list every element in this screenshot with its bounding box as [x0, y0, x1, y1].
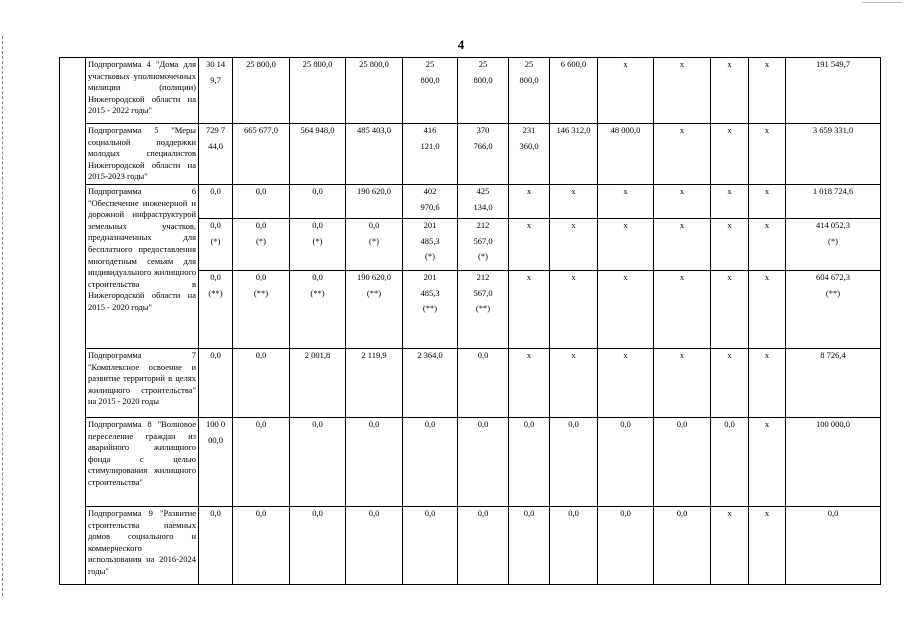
value-line: 0,0 [523, 507, 535, 518]
value-cell [290, 417, 346, 506]
value-cell [233, 124, 290, 185]
value-cell [346, 184, 403, 218]
value-line: 564 948,0 [300, 125, 335, 135]
value-line: x [623, 349, 628, 360]
value-line: 485,3 [420, 235, 440, 246]
value-cell [786, 124, 881, 185]
value-cell [598, 506, 654, 584]
program-name-cell: Подпрограмма 4 "Дома для участковых уполномоченных милиции (полиции) Нижегородской области на 2015 - 2022 годы" [86, 58, 199, 124]
value-line: (*) [312, 235, 323, 246]
value-line: (**) [253, 287, 269, 298]
value-line: x [764, 418, 770, 429]
value-line: 0,0 [676, 507, 688, 518]
value-line: x [679, 271, 685, 282]
value-line: x [727, 219, 732, 230]
value-cell [290, 348, 346, 417]
value-cell [346, 417, 403, 506]
value-line: 8 726,4 [820, 349, 846, 360]
value-line: (*) [478, 251, 488, 262]
value-cell [711, 417, 749, 506]
value-cell [403, 124, 458, 185]
value-line: (**) [366, 287, 382, 298]
value-cell [199, 58, 233, 124]
table-row [60, 124, 881, 185]
value-cell [458, 184, 509, 218]
value-line: 0,0 [210, 185, 221, 196]
value-line: 414 052,3 [816, 219, 850, 230]
value-cell [290, 184, 346, 218]
value-line: x [679, 125, 685, 135]
value-cell [233, 184, 290, 218]
value-cell [199, 184, 233, 218]
left-margin-rule [2, 36, 3, 596]
table-row [60, 58, 881, 124]
value-cell [711, 218, 749, 270]
value-cell [598, 270, 654, 348]
value-line: x [571, 219, 576, 230]
value-cell [458, 348, 509, 417]
value-cell [199, 348, 233, 417]
value-line: 0,0 [568, 507, 579, 518]
value-line: 25 800,0 [246, 59, 276, 69]
value-line: 146 312,0 [556, 125, 591, 135]
value-cell [346, 348, 403, 417]
value-line: 402 [423, 185, 437, 196]
value-line: x [526, 349, 532, 360]
value-cell [509, 58, 550, 124]
value-line: 2 001,8 [304, 349, 331, 360]
value-line: 25 800,0 [359, 59, 389, 69]
value-cell [509, 348, 550, 417]
value-line: 360,0 [519, 140, 539, 151]
value-cell [598, 348, 654, 417]
value-line: (**) [475, 303, 491, 314]
blank-index-cell [60, 58, 86, 585]
value-cell [290, 506, 346, 584]
value-line: x [727, 185, 732, 196]
value-cell [550, 124, 598, 185]
value-line: 800,0 [519, 74, 539, 85]
value-line: (**) [208, 287, 223, 298]
value-cell [458, 218, 509, 270]
value-line: 121,0 [420, 140, 440, 151]
value-cell [346, 506, 403, 584]
value-cell [749, 270, 786, 348]
value-line: 25 [478, 59, 488, 69]
value-line: (**) [422, 303, 438, 314]
table-row [60, 506, 881, 584]
value-line: 567,0 [473, 235, 493, 246]
value-cell [654, 417, 711, 506]
value-cell [654, 506, 711, 584]
value-line: 567,0 [473, 287, 493, 298]
value-cell [233, 218, 290, 270]
value-line: 800,0 [473, 74, 493, 85]
value-cell [711, 58, 749, 124]
page-number: 4 [457, 37, 465, 52]
value-cell [550, 58, 598, 124]
value-cell [403, 417, 458, 506]
value-line: (**) [825, 287, 841, 298]
value-line: 0,0 [424, 418, 436, 429]
value-cell [199, 506, 233, 584]
value-line: 201 [423, 219, 437, 230]
value-line: 0,0 [620, 507, 631, 518]
value-line: 729 7 [205, 125, 226, 135]
value-cell [550, 270, 598, 348]
value-cell [654, 58, 711, 124]
value-cell [290, 58, 346, 124]
value-line: 0,0 [255, 185, 267, 196]
value-cell [290, 270, 346, 348]
value-line: 201 [423, 271, 437, 282]
value-line: 0,0 [255, 219, 267, 230]
value-cell [346, 270, 403, 348]
value-line: x [679, 349, 685, 360]
value-cell [654, 184, 711, 218]
value-line: x [526, 185, 532, 196]
value-line: 665 677,0 [244, 125, 278, 135]
value-line: 0,0 [255, 349, 267, 360]
value-line: 25 [524, 59, 534, 69]
value-line: x [526, 219, 532, 230]
value-cell [598, 58, 654, 124]
value-cell [654, 270, 711, 348]
value-line: x [679, 219, 685, 230]
value-cell [598, 124, 654, 185]
value-line: 191 549,7 [816, 59, 850, 69]
value-cell [290, 124, 346, 185]
value-cell [550, 348, 598, 417]
value-cell [509, 270, 550, 348]
value-cell [550, 218, 598, 270]
value-line: 0,0 [676, 418, 688, 429]
value-line: x [764, 59, 770, 69]
value-line: 44,0 [208, 140, 223, 151]
value-cell [346, 218, 403, 270]
value-line: 0,0 [568, 418, 579, 429]
budget-table [59, 57, 881, 585]
value-cell [509, 506, 550, 584]
value-line: 212 [476, 271, 490, 282]
value-line: (*) [828, 235, 838, 246]
value-line: 0,0 [255, 271, 267, 282]
value-line: x [764, 219, 770, 230]
program-name-cell: Подпрограмма 7 "Комплексное освоение и развитие территорий в целях жилищного строительства" на 2015 - 2020 годы [86, 348, 199, 417]
value-cell [786, 417, 881, 506]
program-name-cell: Подпрограмма 5 "Меры социальной поддержки молодых специалистов Нижегородской области на 2015-2023 годы" [86, 124, 199, 185]
table-body [60, 58, 881, 585]
table-row [60, 417, 881, 506]
value-line: x [764, 185, 770, 196]
value-line: 25 [425, 59, 435, 69]
value-line: x [764, 125, 770, 135]
value-line: 0,0 [255, 507, 267, 518]
value-line: 604 672,3 [816, 271, 850, 282]
value-cell [550, 417, 598, 506]
value-line: x [679, 185, 685, 196]
value-line: 0,0 [368, 418, 380, 429]
value-cell [509, 124, 550, 185]
value-line: 0,0 [312, 271, 323, 282]
value-line: 100 000,0 [816, 418, 850, 429]
value-line: 48 000,0 [610, 125, 641, 135]
value-line: 0,0 [210, 271, 221, 282]
value-line: 30 14 [205, 59, 226, 69]
value-cell [346, 124, 403, 185]
value-cell [233, 506, 290, 584]
value-line: 0,0 [312, 219, 323, 230]
value-line: x [623, 219, 628, 230]
value-cell [403, 270, 458, 348]
value-line: 485 403,0 [357, 125, 391, 135]
value-cell [458, 124, 509, 185]
value-cell [749, 417, 786, 506]
value-cell [711, 124, 749, 185]
value-cell [233, 270, 290, 348]
value-cell [458, 417, 509, 506]
value-cell [711, 270, 749, 348]
value-line: (*) [369, 235, 379, 246]
value-line: 0,0 [312, 507, 323, 518]
value-line: x [727, 507, 732, 518]
value-cell [199, 417, 233, 506]
value-line: 425 [476, 185, 490, 196]
value-line: 3 659 331,0 [812, 125, 854, 135]
value-line: x [679, 59, 685, 69]
value-line: 0,0 [210, 219, 221, 230]
value-cell [509, 184, 550, 218]
value-line: 190 620,0 [357, 271, 391, 282]
value-line: 231 [522, 125, 536, 135]
value-cell [749, 184, 786, 218]
value-line: 0,0 [424, 507, 436, 518]
value-line: 0,0 [477, 349, 489, 360]
value-cell [403, 58, 458, 124]
value-cell [749, 218, 786, 270]
value-line: 0,0 [368, 507, 380, 518]
value-line: x [571, 271, 576, 282]
value-cell [711, 506, 749, 584]
value-line: (*) [256, 235, 266, 246]
value-cell [199, 218, 233, 270]
value-cell [233, 58, 290, 124]
value-line: (*) [210, 235, 221, 246]
value-line: x [764, 507, 770, 518]
value-line: 0,0 [312, 185, 323, 196]
value-line: 800,0 [420, 74, 440, 85]
value-line: 0,0 [312, 418, 323, 429]
value-cell [749, 124, 786, 185]
value-line: 2 364,0 [417, 349, 443, 360]
program-name-cell: Подпрограмма 6 "Обеспечение инженерной и дорожной инфраструктурой земельных участков, предназначенных для бесплатного предоставления многодетным семьям для индивидуального жилищного строительства в Нижегородской области на 2015 - 2020 годы" [86, 184, 199, 348]
value-line: x [623, 59, 628, 69]
value-line: 0,0 [620, 418, 631, 429]
value-line: x [727, 271, 732, 282]
value-cell [346, 58, 403, 124]
value-line: 0,0 [724, 418, 735, 429]
table-row [60, 348, 881, 417]
value-line: 100 0 [205, 418, 226, 429]
value-cell [786, 506, 881, 584]
value-cell [403, 506, 458, 584]
value-line: 00,0 [208, 434, 223, 445]
value-cell [403, 184, 458, 218]
value-line: 134,0 [473, 201, 493, 212]
value-cell [654, 218, 711, 270]
value-cell [550, 506, 598, 584]
table-row [60, 184, 881, 218]
value-line: 970,6 [420, 201, 440, 212]
value-cell [403, 348, 458, 417]
value-line: 6 600,0 [560, 59, 587, 69]
value-line: 2 119,9 [361, 349, 387, 360]
value-line: x [623, 271, 628, 282]
program-name-cell: Подпрограмма 8 "Волновое переселение граждан из аварийного жилищного фонда с целью стимулирования жилищного строительства" [86, 417, 199, 506]
value-line: x [764, 271, 770, 282]
value-line: 0,0 [523, 418, 535, 429]
value-cell [509, 417, 550, 506]
value-cell [786, 348, 881, 417]
value-cell [749, 348, 786, 417]
value-line: x [727, 125, 732, 135]
value-cell [786, 58, 881, 124]
value-cell [711, 348, 749, 417]
value-line: x [571, 349, 576, 360]
value-cell [598, 417, 654, 506]
value-cell [654, 348, 711, 417]
value-cell [749, 58, 786, 124]
value-cell [749, 506, 786, 584]
value-cell [199, 124, 233, 185]
value-line: 0,0 [210, 349, 221, 360]
value-line: x [727, 59, 732, 69]
value-line: 370 [476, 125, 490, 135]
value-line: 0,0 [368, 219, 380, 230]
value-cell [786, 184, 881, 218]
value-line: x [571, 185, 576, 196]
value-line: x [526, 271, 532, 282]
value-cell [233, 348, 290, 417]
value-cell [199, 270, 233, 348]
value-cell [598, 184, 654, 218]
value-line: x [623, 185, 628, 196]
value-line: (**) [310, 287, 325, 298]
value-line: 0,0 [210, 507, 221, 518]
program-name-cell: Подпрограмма 9 "Развитие строительства наемных домов социального и коммерческого использования на 2016-2024 годы" [86, 506, 199, 584]
value-cell [598, 218, 654, 270]
value-line: 0,0 [477, 418, 489, 429]
value-cell [458, 58, 509, 124]
value-line: 416 [423, 125, 437, 135]
top-edge-mark [862, 2, 902, 3]
value-line: x [764, 349, 770, 360]
value-cell [290, 218, 346, 270]
value-line: 212 [476, 219, 490, 230]
value-cell [786, 218, 881, 270]
value-line: 190 620,0 [357, 185, 391, 196]
value-cell [711, 184, 749, 218]
value-line: 0,0 [255, 418, 267, 429]
value-cell [509, 218, 550, 270]
value-line: 0,0 [827, 507, 839, 518]
value-cell [458, 270, 509, 348]
value-line: 1 018 724,6 [812, 185, 854, 196]
value-cell [458, 506, 509, 584]
value-line: 0,0 [477, 507, 489, 518]
value-cell [786, 270, 881, 348]
value-line: x [727, 349, 732, 360]
value-line: 766,0 [473, 140, 493, 151]
value-line: 9,7 [210, 74, 221, 85]
value-line: 25 800,0 [302, 59, 333, 69]
value-line: (*) [425, 251, 435, 262]
value-cell [550, 184, 598, 218]
value-cell [403, 218, 458, 270]
value-cell [654, 124, 711, 185]
value-line: 485,3 [420, 287, 440, 298]
value-cell [233, 417, 290, 506]
